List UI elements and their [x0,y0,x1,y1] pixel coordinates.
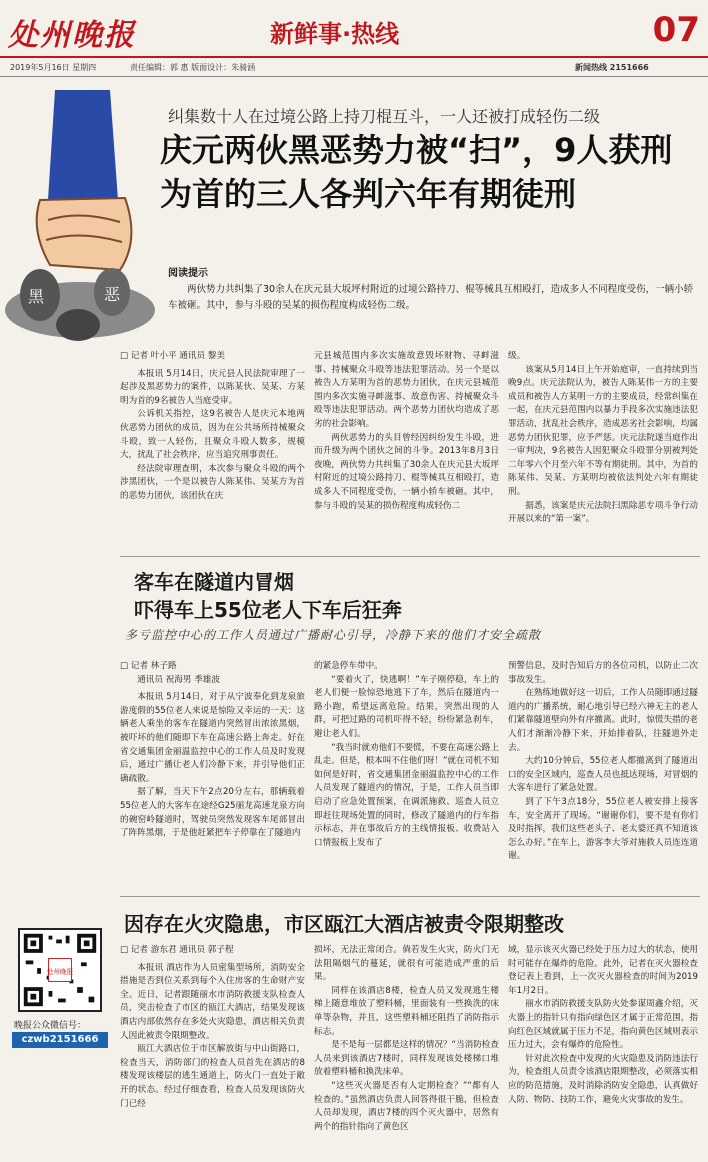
paragraph: 本报讯 酒店作为人员密集型场所，消防安全措施是否到位关系到每个入住房客的生命财产安全。近日，记者跟随丽水市消防救援支队检查人员，突击检查了市区的瓯江大酒店，结果发现该酒店内部依然存在多处火灾隐患，酒店相关负责人因此被责令限期整改。 [120,962,305,1041]
story2-byline-2: 通讯员 祝海男 季雄波 [137,674,220,685]
illus-char-1: 黑 [28,287,45,306]
story1-summary: 两伙势力共纠集了30余人在庆元县大坂坪村附近的过境公路持刀、棍等械具互相殴打，造成多人不同程度受伤，一辆小轿车被砸。其中，参与斗殴的吴某的损伤程度构成轻伤二级。 [168,284,694,311]
paragraph: “我当时就劝他们不要慌，不要在高速公路上乱走。但是，根本叫不住他们呀！”就在司机不知如何是好时，省交通集团金丽温监控中心的工作人员发现了隧道内的情况，于是，工作人员当即启动了应急处置预案，在调派施救、巡查人员立即赶往现场处置的同时，修改了隧道内的行车指示标志，并在事故后方的主线情报板、收费站入口情报板上发布了 [314,742,499,848]
paragraph: 预警信息，及时告知后方的各位司机，以防止二次事故发生。 [508,661,698,685]
paragraph: 两伙恶势力的头目曾经因纠纷发生斗殴，进而升级为两个团伙之间的斗争。2013年8月3日夜晚，两伙势力共纠集了30余人在庆元县大坂坪村附近的过境公路持刀、棍等械具互相殴打，造成多人不同程度受伤，一辆小轿车被砸。其中，参与斗殴的吴某的损伤程度构成轻伤二 [314,432,499,511]
qr-logo-text: 处州晚报 [46,967,74,976]
paragraph: 经法院审理查明，本次参与聚众斗殴的两个涉黑团伙，一个是以被告人陈某伟、吴某方为首的恶势力团伙，该团伙在庆 [120,463,305,501]
story1-headline [160,128,705,216]
paragraph: “这些灭火器是否有人定期检查？”“都有人检查的。”虽然酒店负责人回答得很干脆，但检查人员却发现，酒店7楼的四个灭火器中，居然有两个的指针指向了黄色区 [314,1080,499,1132]
paragraph: 是不是每一层都是这样的情况？“当消防检查人员来到该酒店7楼时，同样发现该处楼梯口堆放着塑料桶和换洗床单。 [314,1040,499,1078]
paragraph: 据悉，该案是庆元法院扫黑除恶专项斗争行动开展以来的“第一案”。 [508,500,698,525]
story2-column-2 [314,660,499,850]
story1-column-3 [508,350,698,527]
paragraph: 到了下午3点18分，55位老人被安排上接客车，安全离开了现场。“谢谢你们，要不是有你们及时指挥，我们这些老头子、老太婆还真不知道该怎么办好。”在车上，游客李大爷对施救人员连连道谢。 [508,796,698,862]
story2-headline [134,568,402,624]
story-divider [120,896,700,897]
issue-date: 2019年5月16日 星期四 [10,63,97,72]
qr-code[interactable] [18,928,102,1012]
story1-headline-line2: 为首的三人各判六年有期徒刑 [160,175,577,213]
paragraph: 在熟练地做好这一切后，工作人员随即通过隧道内的广播系统，耐心地引导已经六神无主的老人们紧靠隧道壁向外有序撤离。此时，惊慌失措的老人们才渐渐冷静下来，开始排着队，往隧道外走去。 [508,688,698,753]
illus-char-2: 恶 [104,285,121,304]
paper-name: 处州晚报 [8,18,136,53]
story3-column-3 [508,944,698,1107]
story1-column-1 [120,350,305,504]
story3-column-1 [120,944,305,1111]
story2-column-3 [508,660,698,864]
story3-headline: 因存在火灾隐患，市区瓯江大酒店被责令限期整改 [124,912,564,936]
editors: 责任编辑：郭 惠 版面设计：朱骑涵 [130,63,256,72]
wechat-id-badge: czwb2151666 [12,1032,108,1048]
meta-rule [0,76,708,77]
story1-byline: □ 记者 叶小平 通讯员 黎美 [120,350,305,364]
story3-byline: □ 记者 游东君 通讯员 郭子程 [120,944,305,958]
paragraph: “要着火了，快逃啊！”车子刚停稳，车上的老人们便一脸惊恐地逃下了车，然后在隧道内一路小跑，希望远离危险。结果，突然出现的人群，可把过路的司机吓得不轻，纷纷紧急刹车，避让老人们。 [314,674,499,739]
story2-column-1 [120,660,305,841]
story2-headline-line2: 吓得车上55位老人下车后狂奔 [134,598,402,622]
paragraph: 据了解，当天下午2点20分左右，那辆载着55位老人的大客车在途经G25丽龙高速龙泉方向的碗窑岭隧道时，驾驶员突然发现客车尾部冒出了阵阵黑烟，于是他赶紧把车子停靠在了隧道内 [120,787,305,839]
story1-column-2 [314,350,499,513]
fist-illustration [0,80,160,350]
story2-kicker: 多亏监控中心的工作人员通过广播耐心引导，冷静下来的他们才安全疏散 [125,628,542,642]
qr-label: 晚报公众微信号： [14,1021,87,1031]
masthead [0,0,708,58]
masthead-rule [0,56,708,58]
paragraph: 域，显示该灭火器已经处于压力过大的状态，使用时可能存在爆炸的危险。此外，记者在灭火器检查登记表上看到，上一次灭火器检查的时间为2019年1月2日。 [508,945,698,996]
paragraph: 级。 [508,351,526,361]
story-divider [120,556,700,557]
paragraph: 的紧急停车带中。 [314,661,383,671]
section-title: 新鲜事·热线 [270,20,400,48]
paragraph: 元县城范围内多次实施故意毁坏财物、寻衅滋事、持械聚众斗殴等违法犯罪活动。另一个是以被告人方某明为首的恶势力团伙，在庆元县城范围内多次实施寻衅滋事、故意伤害、持械聚众斗殴等违法犯罪活动。两个恶势力团伙均造成了恶劣的社会影响。 [314,351,499,429]
story1-kicker: 纠集数十人在过境公路上持刀棍互斗，一人还被打成轻伤二级 [168,107,601,126]
paragraph: 该案从5月14日上午开始庭审，一直持续到当晚9点。庆元法院认为，被告人陈某伟一方的主要成员和被告人方某明一方的主要成员，经常纠集在一起，在庆元县范围内以暴力手段多次实施违法犯罪活动，扰乱社会秩序，造成恶劣社会影响，均属恶势力团伙犯罪，应予严惩。庆元法院遂当庭作出一审判决，9名被告人因犯聚众斗殴罪分别被判处二年零六个月至六年不等有期徒刑。其中，为首的陈某伟、吴某、方某明均被依法判处六年有期徒刑。 [508,364,698,497]
paragraph: 大约10分钟后，55位老人都撤离到了隧道出口的安全区域内，巡查人员也抵达现场，对冒烟的大客车进行了紧急处置。 [508,756,698,794]
paragraph: 瓯江大酒店位于市区解放街与中山街路口，检查当天，消防部门的检查人员首先在酒店的8楼发现该楼层的逃生通道上，防火门一直处于敞开的状态。经过仔细查看，检查人员发现该防火门已经 [120,1044,305,1109]
page-number: 07 [652,10,700,50]
paragraph: 同样在该酒店8楼，检查人员又发现逃生楼梯上随意堆放了塑料桶，里面装有一些换洗的床单等杂物，并且，这些塑料桶还阻挡了消防指示标志。 [314,985,499,1037]
story2-headline-line1: 客车在隧道内冒烟 [134,570,294,594]
story2-byline: □ 记者 林子路 [120,660,305,674]
paragraph: 本报讯 5月14日，庆元县人民法院审理了一起涉及黑恶势力的案件，以陈某伙、吴某、方某明为首的9名被告人当庭受审。 [120,368,305,406]
paragraph: 丽水市消防救援支队防火处参谋周鑫介绍，灭火器上的指针只有指向绿色区才属于正常范围，指向红色区域就属于压力不足，指向黄色区域则表示压力过大，会有爆炸的危险性。 [508,999,698,1051]
summary-label: 阅读提示 [168,268,208,279]
news-hotline: 新闻热线 2151666 [575,63,649,72]
paragraph: 公诉机关指控，这9名被告人是庆元本地两伙恶势力团伙的成员，因为在公共场所持械聚众斗殴，致一人轻伤，且聚众斗殴人数多，规模大，扰乱了社会秩序，应当追究刑事责任。 [120,409,305,461]
paragraph: 针对此次检查中发现的火灾隐患及消防违法行为，检查组人员责令该酒店限期整改，必须落实相应的防范措施，及时消除消防安全隐患，认真做好人防、物防、技防工作，避免火灾事故的发生。 [508,1053,698,1105]
meta-bar [0,60,708,76]
story1-headline-line1: 庆元两伙黑恶势力被“扫”，9人获刑 [160,131,673,169]
story3-column-2 [314,944,499,1134]
paragraph: 损坏，无法正常闭合。倘若发生火灾，防火门无法阻隔烟气的蔓延，就很有可能造成严重的后果。 [314,945,499,983]
paragraph: 本报讯 5月14日，对于从宁波奉化到龙泉旅游度假的55位老人来说是惊险又幸运的一天：这辆老人乘坐的客车在隧道内突然冒出浓浓黑烟，被吓坏的他们随即下车在高速公路上奔走。好在省交通集团金丽温监控中心的工作人员及时发现后，通过广播让老人们冷静下来，并引导他们正确疏散。 [120,692,305,784]
